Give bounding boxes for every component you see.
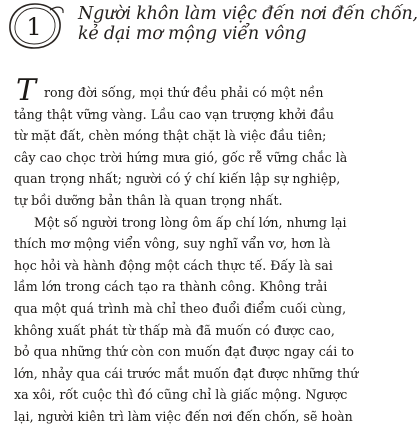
paragraph-2	[14, 212, 392, 428]
text-line: qua một quá trình mà chỉ theo đuổi điểm cuối cùng,	[14, 300, 347, 316]
chapter-number-ornament	[6, 1, 64, 51]
text-line: học hỏi và hành động một cách thực tế. Đấy là sai	[14, 257, 333, 273]
body-text	[14, 73, 392, 428]
chapter-header	[4, 0, 418, 56]
text-line: bỏ qua những thứ còn con muốn đạt được ngay cái to	[14, 344, 354, 360]
paragraph-1	[14, 73, 392, 212]
drop-cap: T	[16, 73, 37, 108]
text-line: tự bồi dưỡng bản thân là quan trọng nhất.	[14, 192, 283, 208]
text-line: Một số người trong lòng ôm ấp chí lớn, nhưng lại	[34, 214, 347, 230]
text-line: lầm lớn trong cách tạo ra thành công. Không trải	[14, 279, 328, 295]
text-line: cây cao chọc trời hứng mưa gió, gốc rễ vững chắc là	[14, 149, 348, 165]
chapter-title-line-1: Người khôn làm việc đến nơi đến chốn,	[78, 4, 418, 24]
text-line: không xuất phát từ thấp mà đã muốn có được cao,	[14, 322, 335, 338]
text-line: từ mặt đất, chèn móng thật chặt là việc đầu tiên;	[14, 128, 327, 144]
chapter-number: 1	[26, 13, 42, 41]
chapter-title-line-2: kẻ dại mơ mộng viển vông	[78, 24, 307, 44]
text-line: lớn, nhảy qua cái trước mắt muốn đạt được những thứ	[14, 365, 359, 381]
text-line: quan trọng nhất; người có ý chí kiến lập sự nghiệp,	[14, 171, 341, 187]
text-line: thích mơ mộng viển vông, suy nghĩ vẩn vơ, hơn là	[14, 236, 331, 252]
text-line: lại, người kiên trì làm việc đến nơi đến chốn, sẽ hoàn	[14, 408, 353, 424]
text-line	[14, 73, 392, 108]
text-line: tảng thật vững vàng. Lầu cao vạn trượng khởi đầu	[14, 106, 334, 122]
text-line: xa xôi, rốt cuộc thì đó cũng chỉ là giấc mộng. Ngược	[14, 387, 348, 403]
text-line-content: rong đời sống, mọi thứ đều phải có một nền	[44, 85, 324, 100]
